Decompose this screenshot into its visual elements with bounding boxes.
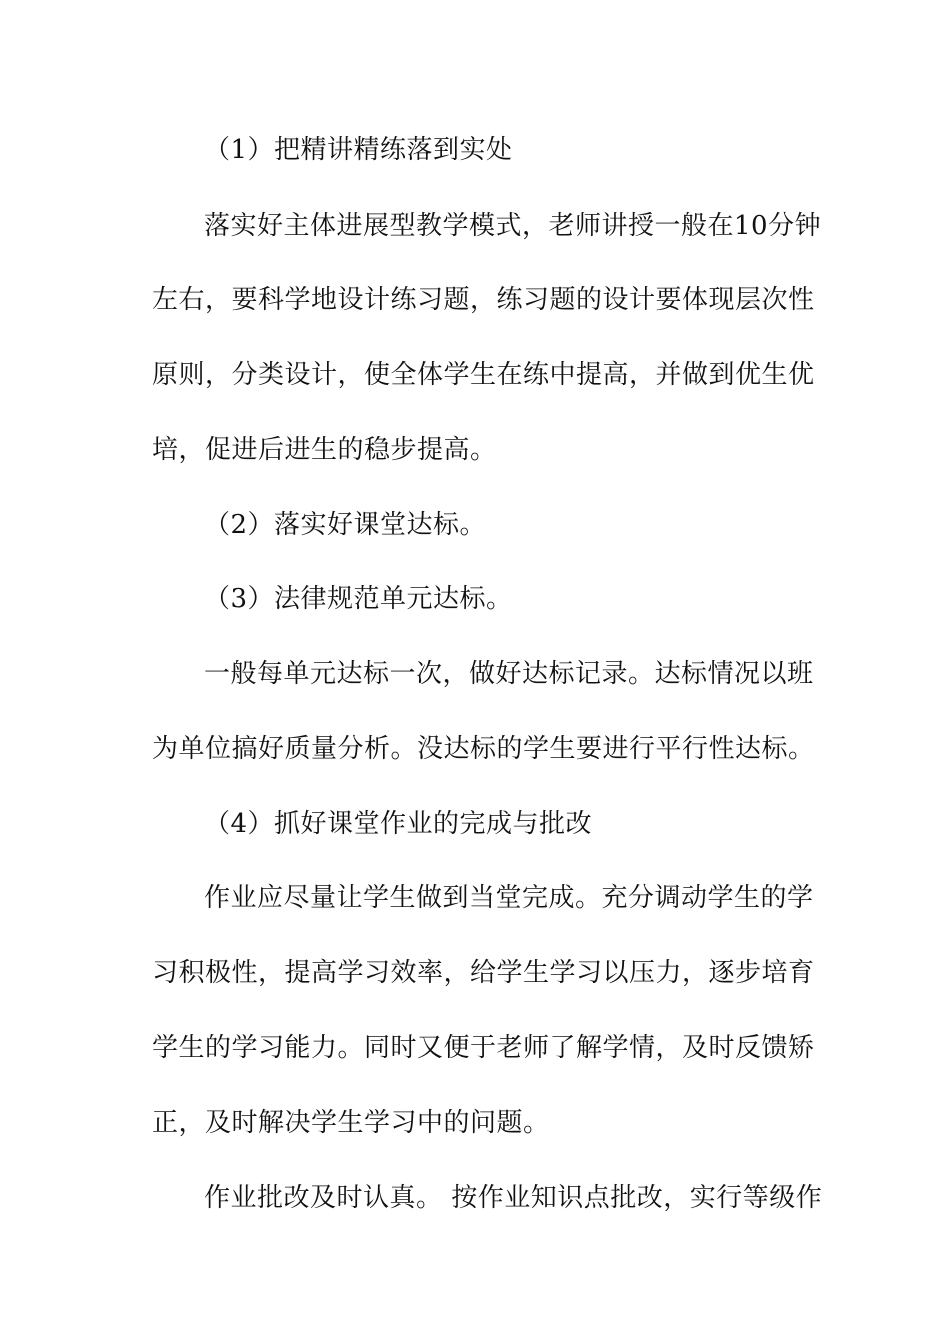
paragraph-line: 作业应尽量让学生做到当堂完成。充分调动学生的学 bbox=[204, 883, 814, 913]
paragraph-line: 落实好主体进展型教学模式，老师讲授一般在10分钟 bbox=[204, 211, 822, 241]
paragraph-line: 培，促进后进生的稳步提高。 bbox=[152, 435, 497, 465]
paragraph-line: 为单位搞好质量分析。没达标的学生要进行平行性达标。 bbox=[152, 734, 815, 764]
heading-3: （3）法律规范单元达标。 bbox=[204, 584, 513, 614]
paragraph-line: 正，及时解决学生学习中的问题。 bbox=[152, 1108, 550, 1138]
paragraph-line: 学生的学习能力。同时又便于老师了解学情，及时反馈矫 bbox=[152, 1033, 815, 1063]
heading-4: （4）抓好课堂作业的完成与批改 bbox=[204, 809, 593, 839]
paragraph-line: 习积极性，提高学习效率，给学生学习以压力，逐步培育 bbox=[152, 958, 815, 988]
heading-2: （2）落实好课堂达标。 bbox=[204, 510, 487, 540]
heading-1: （1）把精讲精练落到实处 bbox=[204, 135, 513, 165]
paragraph-line: 一般每单元达标一次，做好达标记录。达标情况以班 bbox=[204, 659, 814, 689]
paragraph-line: 原则，分类设计，使全体学生在练中提高，并做到优生优 bbox=[152, 360, 815, 390]
paragraph-line: 左右，要科学地设计练习题，练习题的设计要体现层次性 bbox=[152, 285, 815, 315]
paragraph-line: 作业批改及时认真。 按作业知识点批改，实行等级作 bbox=[204, 1183, 823, 1213]
